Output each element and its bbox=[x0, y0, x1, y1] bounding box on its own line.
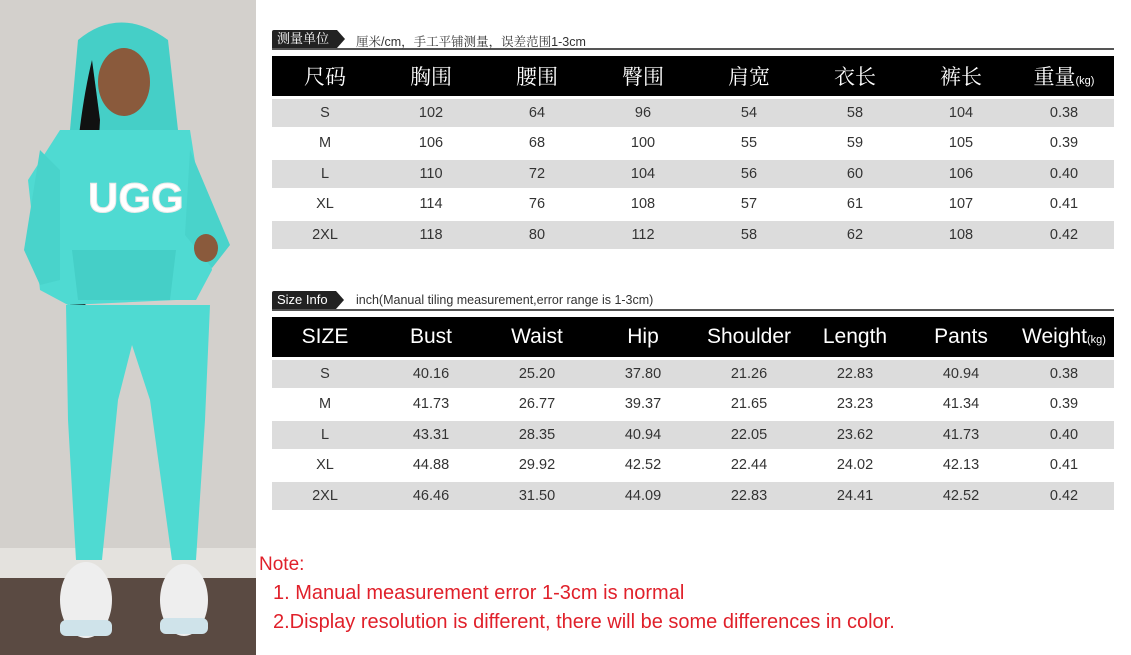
table-row bbox=[272, 482, 1114, 510]
weight-unit: (kg) bbox=[1075, 75, 1095, 87]
table-cell: 22.44 bbox=[696, 452, 802, 480]
table-cell: S bbox=[272, 360, 378, 388]
table-row bbox=[272, 160, 1114, 188]
table-cell: 72 bbox=[484, 160, 590, 188]
table-cell: 80 bbox=[484, 221, 590, 249]
header-weight bbox=[1014, 317, 1114, 357]
table-header-row bbox=[272, 317, 1114, 357]
table-cell: 106 bbox=[378, 130, 484, 158]
table-cell: 24.02 bbox=[802, 452, 908, 480]
header-pants: 裤长 bbox=[908, 56, 1014, 96]
table-cell: 31.50 bbox=[484, 482, 590, 510]
table-cell: 104 bbox=[908, 99, 1014, 127]
table-row bbox=[272, 452, 1114, 480]
table-cell: 22.83 bbox=[802, 360, 908, 388]
table-cell: 22.05 bbox=[696, 421, 802, 449]
table-row bbox=[272, 391, 1114, 419]
header-hip: Hip bbox=[590, 317, 696, 357]
table-row bbox=[272, 360, 1114, 388]
table-cell: 112 bbox=[590, 221, 696, 249]
en-section-header bbox=[272, 291, 1114, 311]
table-cell: 110 bbox=[378, 160, 484, 188]
table-cell: 100 bbox=[590, 130, 696, 158]
table-cell: 108 bbox=[590, 191, 696, 219]
table-cell: 55 bbox=[696, 130, 802, 158]
notes-title: Note: bbox=[259, 554, 305, 575]
header-weight-label: 重量 bbox=[1033, 66, 1076, 89]
table-cell: 54 bbox=[696, 99, 802, 127]
notes-block bbox=[259, 550, 895, 637]
cn-section-header bbox=[272, 30, 1114, 50]
table-cell: 44.88 bbox=[378, 452, 484, 480]
header-waist: Waist bbox=[484, 317, 590, 357]
header-bust: 胸围 bbox=[378, 56, 484, 96]
header-shoulder: Shoulder bbox=[696, 317, 802, 357]
table-cell: 105 bbox=[908, 130, 1014, 158]
table-cell: 0.39 bbox=[1014, 391, 1114, 419]
table-cell: 2XL bbox=[272, 221, 378, 249]
table-cell: 0.42 bbox=[1014, 221, 1114, 249]
table-cell: 0.38 bbox=[1014, 99, 1114, 127]
table-cell: 23.62 bbox=[802, 421, 908, 449]
header-shoulder: 肩宽 bbox=[696, 56, 802, 96]
table-cell: S bbox=[272, 99, 378, 127]
header-hip: 臀围 bbox=[590, 56, 696, 96]
en-section-tag: Size Info bbox=[272, 291, 336, 309]
table-cell: 108 bbox=[908, 221, 1014, 249]
table-cell: 37.80 bbox=[590, 360, 696, 388]
table-cell: 64 bbox=[484, 99, 590, 127]
table-cell: 41.73 bbox=[908, 421, 1014, 449]
en-size-table bbox=[272, 314, 1114, 513]
table-header-row bbox=[272, 56, 1114, 96]
table-cell: 24.41 bbox=[802, 482, 908, 510]
table-cell: 58 bbox=[696, 221, 802, 249]
table-cell: 0.42 bbox=[1014, 482, 1114, 510]
table-cell: 114 bbox=[378, 191, 484, 219]
table-row bbox=[272, 99, 1114, 127]
note-line: 2.Display resolution is different, there will be some differences in color. bbox=[273, 611, 895, 633]
table-cell: M bbox=[272, 130, 378, 158]
table-cell: 0.38 bbox=[1014, 360, 1114, 388]
table-cell: 0.39 bbox=[1014, 130, 1114, 158]
product-photo bbox=[0, 0, 256, 655]
table-row bbox=[272, 130, 1114, 158]
table-cell: 42.52 bbox=[590, 452, 696, 480]
table-cell: 57 bbox=[696, 191, 802, 219]
table-cell: 40.94 bbox=[908, 360, 1014, 388]
table-cell: 42.13 bbox=[908, 452, 1014, 480]
table-cell: 22.83 bbox=[696, 482, 802, 510]
cn-section-tag: 测量单位 bbox=[272, 30, 337, 48]
model-illustration bbox=[0, 0, 256, 655]
header-weight bbox=[1014, 56, 1114, 96]
table-cell: 40.94 bbox=[590, 421, 696, 449]
header-size: SIZE bbox=[272, 317, 378, 357]
table-cell: 106 bbox=[908, 160, 1014, 188]
table-cell: 107 bbox=[908, 191, 1014, 219]
table-cell: 29.92 bbox=[484, 452, 590, 480]
note-line: 1. Manual measurement error 1-3cm is normal bbox=[273, 582, 685, 604]
en-section-note: inch(Manual tiling measurement,error range is 1-3cm) bbox=[356, 293, 654, 307]
table-cell: 26.77 bbox=[484, 391, 590, 419]
table-cell: 60 bbox=[802, 160, 908, 188]
header-size: 尺码 bbox=[272, 56, 378, 96]
table-cell: 21.26 bbox=[696, 360, 802, 388]
header-weight-label: Weight bbox=[1022, 325, 1088, 348]
table-cell: 44.09 bbox=[590, 482, 696, 510]
table-cell: 2XL bbox=[272, 482, 378, 510]
table-cell: 41.73 bbox=[378, 391, 484, 419]
table-cell: 43.31 bbox=[378, 421, 484, 449]
table-cell: 28.35 bbox=[484, 421, 590, 449]
header-length: Length bbox=[802, 317, 908, 357]
table-cell: 62 bbox=[802, 221, 908, 249]
header-pants: Pants bbox=[908, 317, 1014, 357]
table-cell: XL bbox=[272, 452, 378, 480]
table-cell: 25.20 bbox=[484, 360, 590, 388]
table-cell: XL bbox=[272, 191, 378, 219]
table-cell: L bbox=[272, 160, 378, 188]
table-cell: 46.46 bbox=[378, 482, 484, 510]
table-cell: 59 bbox=[802, 130, 908, 158]
table-cell: 0.41 bbox=[1014, 452, 1114, 480]
table-cell: 76 bbox=[484, 191, 590, 219]
table-row bbox=[272, 191, 1114, 219]
header-bust: Bust bbox=[378, 317, 484, 357]
table-cell: L bbox=[272, 421, 378, 449]
table-row bbox=[272, 421, 1114, 449]
weight-unit: (kg) bbox=[1087, 334, 1106, 346]
table-cell: 21.65 bbox=[696, 391, 802, 419]
table-cell: 61 bbox=[802, 191, 908, 219]
table-cell: 0.40 bbox=[1014, 160, 1114, 188]
table-cell: 41.34 bbox=[908, 391, 1014, 419]
table-cell: 0.40 bbox=[1014, 421, 1114, 449]
table-cell: 68 bbox=[484, 130, 590, 158]
table-cell: 56 bbox=[696, 160, 802, 188]
table-cell: 104 bbox=[590, 160, 696, 188]
table-cell: 42.52 bbox=[908, 482, 1014, 510]
header-length: 衣长 bbox=[802, 56, 908, 96]
table-cell: 96 bbox=[590, 99, 696, 127]
header-waist: 腰围 bbox=[484, 56, 590, 96]
table-cell: 118 bbox=[378, 221, 484, 249]
logo-text: UGG bbox=[88, 174, 184, 221]
cn-size-table bbox=[272, 53, 1114, 252]
table-cell: 40.16 bbox=[378, 360, 484, 388]
table-cell: 58 bbox=[802, 99, 908, 127]
table-row bbox=[272, 221, 1114, 249]
table-cell: 0.41 bbox=[1014, 191, 1114, 219]
table-cell: 39.37 bbox=[590, 391, 696, 419]
table-cell: M bbox=[272, 391, 378, 419]
table-cell: 102 bbox=[378, 99, 484, 127]
cn-section-note: 厘米/cm，手工平铺测量，误差范围1-3cm bbox=[356, 35, 586, 49]
table-cell: 23.23 bbox=[802, 391, 908, 419]
